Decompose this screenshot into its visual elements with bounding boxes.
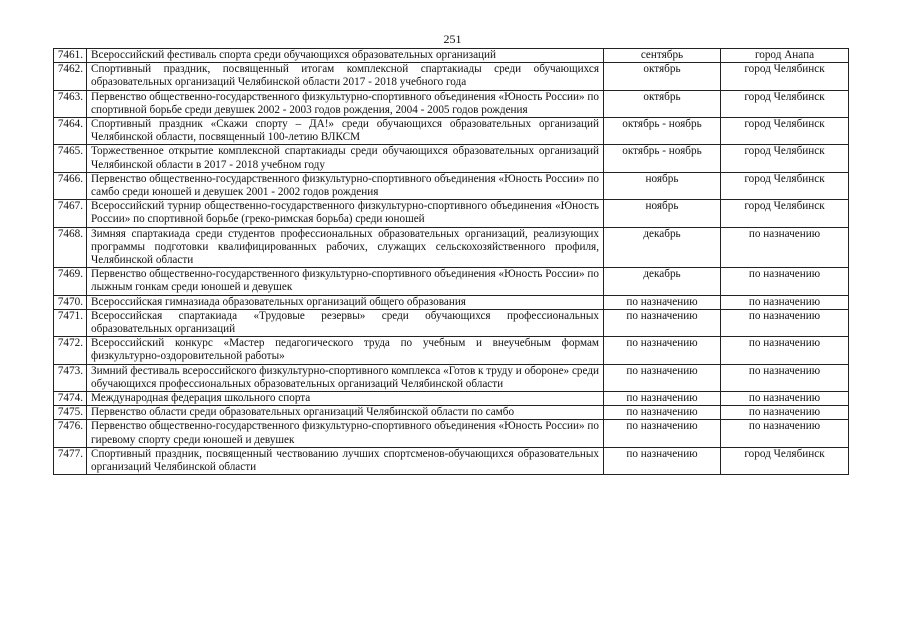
event-title-cell: Торжественное открытие комплексной спартакиады среди обучающихся образовательных организаций Челябинской области в 2017 - 2018 учебном году: [87, 145, 604, 172]
event-place-cell: по назначению: [721, 268, 849, 295]
event-title-cell: Зимний фестиваль всероссийского физкультурно-спортивного комплекса «Готов к труду и обороне» среди обучающихся профессиональных образовательных организаций Челябинской области: [87, 364, 604, 391]
table-row: [54, 268, 849, 295]
page-number: 251: [443, 32, 462, 46]
event-date-cell: по назначению: [604, 309, 721, 336]
table-row: [54, 364, 849, 391]
event-date-cell: по назначению: [604, 295, 721, 309]
event-date-cell: ноябрь: [604, 200, 721, 227]
row-number-cell: 7465.: [54, 145, 87, 172]
event-place-cell: город Челябинск: [721, 118, 849, 145]
table-row: [54, 145, 849, 172]
event-date-cell: октябрь: [604, 90, 721, 117]
event-place-cell: город Челябинск: [721, 145, 849, 172]
events-table: [53, 48, 849, 475]
event-place-cell: город Челябинск: [721, 172, 849, 199]
event-title-cell: Всероссийский фестиваль спорта среди обучающихся образовательных организаций: [87, 49, 604, 63]
event-date-cell: по назначению: [604, 337, 721, 364]
event-title-cell: Спортивный праздник, посвященный итогам комплексной спартакиады среди обучающихся образовательных организаций Челябинской области 2017 - 2018 учебного года: [87, 63, 604, 90]
table-row: [54, 309, 849, 336]
row-number-cell: 7473.: [54, 364, 87, 391]
row-number-cell: 7472.: [54, 337, 87, 364]
event-place-cell: по назначению: [721, 309, 849, 336]
event-date-cell: октябрь: [604, 63, 721, 90]
row-number-cell: 7463.: [54, 90, 87, 117]
event-date-cell: по назначению: [604, 406, 721, 420]
table-row: [54, 200, 849, 227]
table-row: [54, 118, 849, 145]
table-row: [54, 49, 849, 63]
event-place-cell: город Анапа: [721, 49, 849, 63]
table-row: [54, 406, 849, 420]
event-date-cell: ноябрь: [604, 172, 721, 199]
event-date-cell: декабрь: [604, 268, 721, 295]
row-number-cell: 7464.: [54, 118, 87, 145]
event-title-cell: Зимняя спартакиада среди студентов профессиональных образовательных организаций, реализующих программы подготовки квалифицированных рабочих, служащих сельскохозяйственного профиля, Челябинской области: [87, 227, 604, 268]
table-row: [54, 295, 849, 309]
event-title-cell: Первенство общественно-государственного физкультурно-спортивного объединения «Юность России» по гиревому спорту среди юношей и девушек: [87, 420, 604, 447]
event-title-cell: Спортивный праздник «Скажи спорту – ДА!» среди обучающихся образовательных организаций Челябинской области, посвященный 100-летию ВЛКСМ: [87, 118, 604, 145]
event-date-cell: декабрь: [604, 227, 721, 268]
row-number-cell: 7470.: [54, 295, 87, 309]
row-number-cell: 7474.: [54, 392, 87, 406]
events-table-body: [54, 49, 849, 475]
event-place-cell: по назначению: [721, 420, 849, 447]
event-place-cell: город Челябинск: [721, 90, 849, 117]
table-row: [54, 227, 849, 268]
event-place-cell: город Челябинск: [721, 63, 849, 90]
event-title-cell: Всероссийская гимназиада образовательных организаций общего образования: [87, 295, 604, 309]
event-title-cell: Первенство общественно-государственного физкультурно-спортивного объединения «Юность России» по лыжным гонкам среди юношей и девушек: [87, 268, 604, 295]
table-row: [54, 63, 849, 90]
event-date-cell: по назначению: [604, 447, 721, 474]
event-date-cell: октябрь - ноябрь: [604, 145, 721, 172]
event-title-cell: Первенство области среди образовательных организаций Челябинской области по самбо: [87, 406, 604, 420]
row-number-cell: 7461.: [54, 49, 87, 63]
event-date-cell: октябрь - ноябрь: [604, 118, 721, 145]
event-title-cell: Всероссийский турнир общественно-государственного физкультурно-спортивного объединения «Юность России» по спортивной борьбе (греко-римская борьба) среди юношей: [87, 200, 604, 227]
event-title-cell: Международная федерация школьного спорта: [87, 392, 604, 406]
table-row: [54, 420, 849, 447]
event-title-cell: Всероссийская спартакиада «Трудовые резервы» среди обучающихся профессиональных образовательных организаций: [87, 309, 604, 336]
table-row: [54, 172, 849, 199]
row-number-cell: 7468.: [54, 227, 87, 268]
event-date-cell: по назначению: [604, 364, 721, 391]
event-place-cell: город Челябинск: [721, 447, 849, 474]
row-number-cell: 7467.: [54, 200, 87, 227]
row-number-cell: 7477.: [54, 447, 87, 474]
table-row: [54, 392, 849, 406]
event-date-cell: по назначению: [604, 420, 721, 447]
event-title-cell: Всероссийский конкурс «Мастер педагогического труда по учебным и внеучебным формам физкультурно-оздоровительной работы»: [87, 337, 604, 364]
row-number-cell: 7475.: [54, 406, 87, 420]
event-title-cell: Первенство общественно-государственного физкультурно-спортивного объединения «Юность России» по спортивной борьбе среди девушек 2002 - 2003 годов рождения, 2004 - 2005 годов рождения: [87, 90, 604, 117]
event-date-cell: по назначению: [604, 392, 721, 406]
table-row: [54, 90, 849, 117]
row-number-cell: 7462.: [54, 63, 87, 90]
event-title-cell: Спортивный праздник, посвященный чествованию лучших спортсменов-обучающихся образовательных организаций Челябинской области: [87, 447, 604, 474]
row-number-cell: 7476.: [54, 420, 87, 447]
row-number-cell: 7471.: [54, 309, 87, 336]
event-place-cell: по назначению: [721, 227, 849, 268]
event-title-cell: Первенство общественно-государственного физкультурно-спортивного объединения «Юность России» по самбо среди юношей и девушек 2001 - 2002 годов рождения: [87, 172, 604, 199]
row-number-cell: 7469.: [54, 268, 87, 295]
event-place-cell: по назначению: [721, 364, 849, 391]
table-row: [54, 337, 849, 364]
event-place-cell: по назначению: [721, 337, 849, 364]
event-date-cell: сентябрь: [604, 49, 721, 63]
event-place-cell: по назначению: [721, 392, 849, 406]
event-place-cell: по назначению: [721, 406, 849, 420]
event-place-cell: по назначению: [721, 295, 849, 309]
table-row: [54, 447, 849, 474]
event-place-cell: город Челябинск: [721, 200, 849, 227]
row-number-cell: 7466.: [54, 172, 87, 199]
